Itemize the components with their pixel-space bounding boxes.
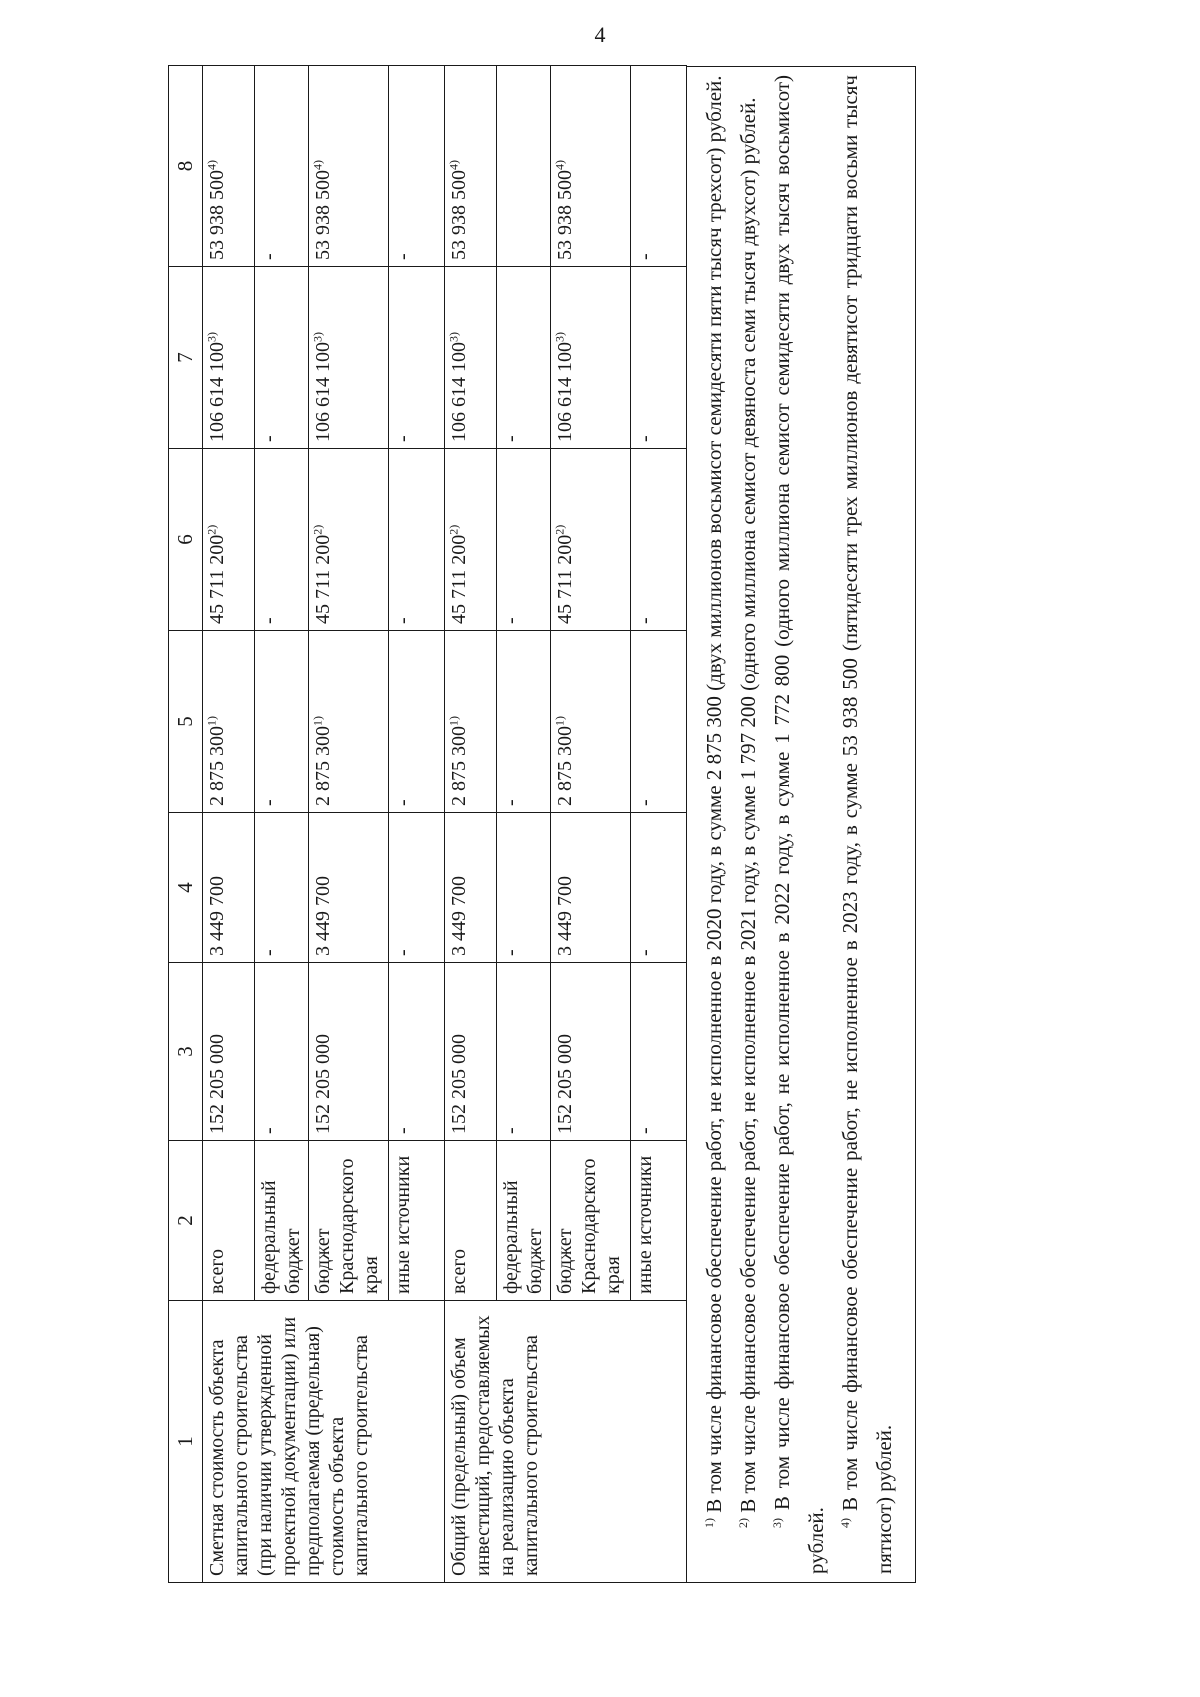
value-cell: -: [255, 631, 309, 813]
rotated-table-region: [168, 66, 1023, 1583]
footnote: $^{3)}$ В том числе финансовое обеспечение работ, не исполненное в 2022 году, в сумме 1 772 800 (одного миллиона семисот семидесяти двух тысяч восьмисот) рублей.: [770, 75, 829, 1574]
value-cell: 45 711 200$^{2)}$: [551, 449, 631, 631]
value-cell: 45 711 200$^{2)}$: [203, 449, 255, 631]
value-cell: 152 205 000: [203, 963, 255, 1141]
column-header: 7: [169, 267, 203, 449]
value-cell: 45 711 200$^{2)}$: [445, 449, 497, 631]
value-cell: -: [497, 813, 551, 963]
value-cell: -: [389, 963, 445, 1141]
value-cell: 3 449 700: [445, 813, 497, 963]
value-cell: -: [631, 267, 687, 449]
value-cell: 45 711 200$^{2)}$: [309, 449, 389, 631]
source-cell: бюджет Краснодарского края: [309, 1141, 389, 1301]
value-cell: -: [631, 66, 687, 267]
value-cell: -: [255, 963, 309, 1141]
column-header: 6: [169, 449, 203, 631]
source-cell: всего: [203, 1141, 255, 1301]
value-cell: -: [255, 813, 309, 963]
column-header: 8: [169, 66, 203, 267]
value-cell: -: [389, 66, 445, 267]
value-cell: -: [631, 631, 687, 813]
footnote: $^{4)}$ В том числе финансовое обеспечение работ, не исполненное в 2023 году, в сумме 53 938 500 (пятидесяти трех миллионов девятисот тридцати восьми тысяч пятисот) рублей.: [838, 75, 897, 1574]
table-row: [203, 66, 255, 1583]
source-cell: иные источники: [389, 1141, 445, 1301]
column-header: 4: [169, 813, 203, 963]
source-cell: федеральный бюджет: [497, 1141, 551, 1301]
page-number: 4: [594, 22, 606, 47]
value-cell: 152 205 000: [309, 963, 389, 1141]
value-cell: -: [631, 963, 687, 1141]
header-row: [169, 66, 203, 1583]
column-header: 3: [169, 963, 203, 1141]
value-cell: 152 205 000: [551, 963, 631, 1141]
column-header: 1: [169, 1301, 203, 1583]
value-cell: 2 875 300$^{1)}$: [203, 631, 255, 813]
table-row: [445, 66, 497, 1583]
source-cell: бюджет Краснодарского края: [551, 1141, 631, 1301]
value-cell: 2 875 300$^{1)}$: [445, 631, 497, 813]
value-cell: -: [255, 66, 309, 267]
investment-table: [168, 65, 687, 1583]
group-label: Общий (предельный) объем инвестиций, предоставляемых на реализацию объекта капитального строительства: [445, 1301, 687, 1583]
value-cell: 53 938 500$^{4)}$: [203, 66, 255, 267]
group-label: Сметная стоимость объекта капитального строительства (при наличии утвержденной проектной документации) или предполагаемая (предельная) стоимость объекта капитального строительства: [203, 1301, 445, 1583]
value-cell: -: [255, 449, 309, 631]
value-cell: -: [631, 449, 687, 631]
source-cell: федеральный бюджет: [255, 1141, 309, 1301]
value-cell: 53 938 500$^{4)}$: [309, 66, 389, 267]
value-cell: -: [255, 267, 309, 449]
value-cell: -: [497, 963, 551, 1141]
value-cell: -: [389, 813, 445, 963]
value-cell: 3 449 700: [551, 813, 631, 963]
value-cell: -: [389, 631, 445, 813]
value-cell: -: [389, 449, 445, 631]
value-cell: 2 875 300$^{1)}$: [309, 631, 389, 813]
value-cell: 106 614 100$^{3)}$: [309, 267, 389, 449]
value-cell: 3 449 700: [309, 813, 389, 963]
value-cell: 53 938 500$^{4)}$: [445, 66, 497, 267]
footnotes: [687, 66, 916, 1583]
value-cell: 3 449 700: [203, 813, 255, 963]
source-cell: всего: [445, 1141, 497, 1301]
value-cell: -: [497, 631, 551, 813]
value-cell: -: [497, 267, 551, 449]
value-cell: -: [497, 449, 551, 631]
footnote: $^{1)}$ В том числе финансовое обеспечение работ, не исполненное в 2020 году, в сумме 2 875 300 (двух миллионов восьмисот семидесяти пяти тысяч трехсот) рублей.: [702, 75, 727, 1528]
value-cell: 53 938 500$^{4)}$: [551, 66, 631, 267]
value-cell: 106 614 100$^{3)}$: [445, 267, 497, 449]
column-header: 2: [169, 1141, 203, 1301]
value-cell: [497, 66, 551, 267]
value-cell: 106 614 100$^{3)}$: [551, 267, 631, 449]
value-cell: -: [389, 267, 445, 449]
value-cell: 106 614 100$^{3)}$: [203, 267, 255, 449]
value-cell: 152 205 000: [445, 963, 497, 1141]
source-cell: иные источники: [631, 1141, 687, 1301]
value-cell: 2 875 300$^{1)}$: [551, 631, 631, 813]
footnote: $^{2)}$ В том числе финансовое обеспечение работ, не исполненное в 2021 году, в сумме 1 797 200 (одного миллиона семисот девяноста семи тысяч двухсот) рублей.: [736, 97, 761, 1528]
value-cell: -: [631, 813, 687, 963]
column-header: 5: [169, 631, 203, 813]
